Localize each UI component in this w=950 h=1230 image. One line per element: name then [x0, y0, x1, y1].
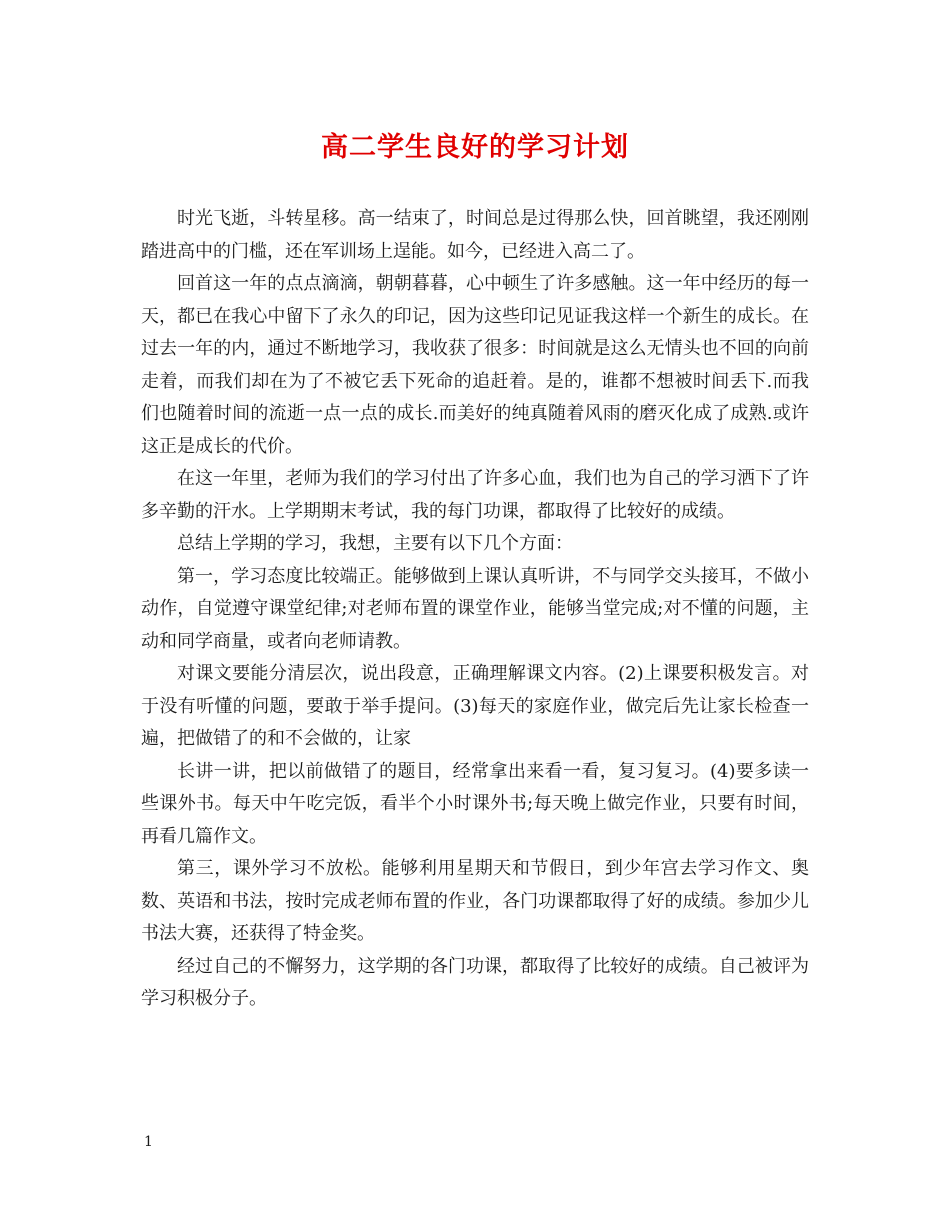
paragraph: 经过自己的不懈努力，这学期的各门功课，都取得了比较好的成绩。自己被评为学习积极分子。: [141, 955, 809, 1009]
document-title: 高二学生良好的学习计划: [321, 132, 629, 163]
document-body: [141, 203, 809, 1016]
paragraph: 时光飞逝，斗转星移。高一结束了，时间总是过得那么快，回首眺望，我还刚刚踏进高中的门槛，还在军训场上逞能。如今，已经进入高二了。: [141, 208, 809, 262]
paragraph: 对课文要能分清层次，说出段意，正确理解课文内容。(2)上课要积极发言。对于没有听懂的问题，要敢于举手提问。(3)每天的家庭作业，做完后先让家长检查一遍，把做错了的和不会做的，让家: [141, 663, 809, 749]
paragraph: 总结上学期的学习，我想，主要有以下几个方面：: [177, 533, 573, 554]
paragraph: 回首这一年的点点滴滴，朝朝暮暮，心中顿生了许多感触。这一年中经历的每一天，都已在我心中留下了永久的印记，因为这些印记见证我这样一个新生的成长。在过去一年的内，通过不断地学习，我收获了很多：时间就是这么无情头也不回的向前走着，而我们却在为了不被它丢下死命的追赶着。是的，谁都不想被时间丢下.而我们也随着时间的流逝一点一点的成长.而美好的纯真随着风雨的磨灭化成了成熟.或许这正是成长的代价。: [141, 273, 809, 457]
paragraph: 第三，课外学习不放松。能够利用星期天和节假日，到少年宫去学习作文、奥数、英语和书法，按时完成老师布置的作业，各门功课都取得了好的成绩。参加少儿书法大赛，还获得了特金奖。: [141, 858, 809, 944]
paragraph: 在这一年里，老师为我们的学习付出了许多心血，我们也为自己的学习洒下了许多辛勤的汗水。上学期期末考试，我的每门功课，都取得了比较好的成绩。: [141, 468, 809, 522]
paragraph: 第一，学习态度比较端正。能够做到上课认真听讲，不与同学交头接耳，不做小动作，自觉遵守课堂纪律;对老师布置的课堂作业，能够当堂完成;对不懂的问题，主动和同学商量，或者向老师请教。: [141, 565, 809, 652]
page-number: 1: [144, 1134, 153, 1150]
paragraph: 长讲一讲，把以前做错了的题目，经常拿出来看一看，复习复习。(4)要多读一些课外书。每天中午吃完饭，看半个小时课外书;每天晚上做完作业，只要有时间，再看几篇作文。: [141, 760, 809, 847]
